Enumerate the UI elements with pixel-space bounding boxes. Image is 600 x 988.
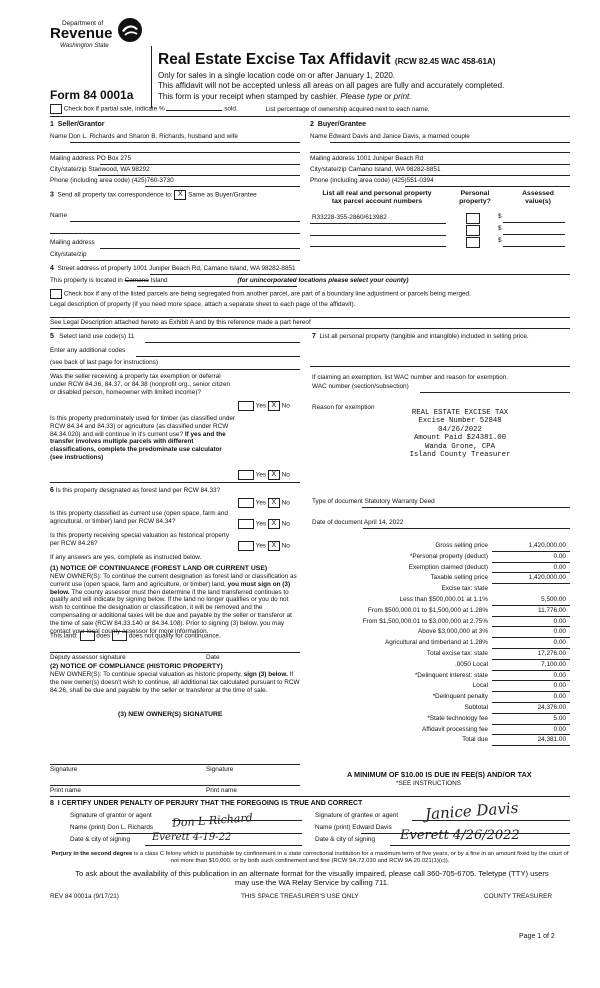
tax-calc-value[interactable]: 0.00: [553, 628, 566, 636]
exemption-no-checkbox[interactable]: X: [268, 401, 280, 411]
dept-line1: Department of: [62, 20, 104, 27]
notice1-body: NEW OWNER(S): To continue the current designation as forest land or classification as current use (open space, farm and agriculture, or timber) land, you must sign on (3) below. The county assessor must then determine if the land transferred continues to qualify and will indicate by signing below. If the land no longer qualifies or you do not wish to continue the designation or classification, it will be removed and the compensating or additional taxes will be due and payable by the seller or transferor at the time of sale (RCW 84.33.140 or 84.34.108). Prior to signing (3) below, you may contact your local county assessor for more information.: [50, 573, 297, 635]
segregated-checkbox[interactable]: [50, 289, 62, 299]
tax-calc-underline: [492, 745, 570, 746]
tax-calc-value[interactable]: 0.00: [553, 552, 566, 560]
seller-mailing-row: Mailing address PO Box 275: [50, 155, 132, 162]
current-use-yes-checkbox[interactable]: [238, 519, 254, 529]
grantor-date-label: Date & city of signing: [70, 836, 131, 843]
buyer-heading: 2 Buyer/Grantee: [310, 121, 367, 128]
see-instructions-note: *SEE INSTRUCTIONS: [396, 780, 461, 787]
does-not-checkbox[interactable]: [112, 631, 127, 641]
section3-row: 3 Send all property tax correspondence to: X Same as Buyer/Grantee: [50, 191, 257, 199]
notice2-title: (2) NOTICE OF COMPLIANCE (HISTORIC PROPERTY): [50, 663, 223, 670]
timber-question: Is this property predominately used for timber (as classified under RCW 84.34 and 84.33) or agriculture (as classified under RCW 84.34.020) and will continue in it's current use? If yes and the transfer involves multiple parcels with different classifications, complete the predominate use calculator (see instructions): [50, 415, 236, 462]
tax-calc-row: [312, 681, 570, 692]
tax-calc-row: [312, 714, 570, 725]
perjury-note: Perjury in the second degree is a class C felony which is punishable by confinement in a state correctional institution for a maximum term of five years, or by a fine in an amount fixed by the court of not more than $10,000, or by both such confinement and fine (RCW 9A.72.030 and RCW 9A.20.021(1)(c)).: [51, 851, 569, 865]
current-use-no-checkbox[interactable]: X: [268, 519, 280, 529]
parcel-col2-header: Personal property?: [459, 190, 491, 206]
exemption-yes-checkbox[interactable]: [238, 401, 254, 411]
exemption-yn: Yes X No: [238, 401, 290, 411]
parcel-col3-header: Assessed value(s): [522, 190, 554, 206]
tax-calc-value[interactable]: 0.00: [553, 682, 566, 690]
tax-calc-row: [312, 573, 570, 584]
title-text: Real Estate Excise Tax Affidavit: [158, 51, 391, 68]
exemption-wac-label: If claiming an exemption, list WAC number and reason for exemption.: [312, 374, 509, 381]
tax-calc-row: [312, 671, 570, 682]
tax-calc-label: Local: [472, 682, 488, 690]
owner-signature-label-1: Signature: [50, 766, 78, 773]
tax-calc-row: [312, 563, 570, 574]
forest-question: 6 Is this property designated as forest land per RCW 84.33?: [50, 487, 221, 494]
buyer-phone[interactable]: (425)551-0394: [391, 177, 434, 184]
grantor-name-row: Name (print) Don L. Richards: [70, 824, 154, 831]
does-checkbox[interactable]: [80, 631, 95, 641]
owner-print-label-2: Print name: [206, 787, 237, 794]
doc-date-row: Date of document April 14, 2022: [312, 519, 404, 526]
sub-line3-b: Please type or print.: [340, 92, 412, 101]
land-use-code[interactable]: 11: [127, 333, 135, 340]
personal-property-checkbox-1[interactable]: [466, 213, 480, 224]
deputy-date-label: Date: [206, 654, 220, 661]
assessed-dollar-3: $: [498, 237, 502, 244]
tax-calc-label: From $500,000.01 to $1,500,000 at 1.28%: [367, 606, 488, 614]
tax-calc-row: [312, 606, 570, 617]
deputy-signature-label: Deputy assessor signature: [50, 654, 126, 661]
timber-no-checkbox[interactable]: X: [268, 470, 280, 480]
tax-calc-row: [312, 649, 570, 660]
tax-calc-label: *Delinquent interest: state: [414, 671, 488, 679]
sub-line3: [158, 92, 411, 102]
tax-calc-value[interactable]: 17,276.00: [537, 650, 566, 657]
title-rcw: (RCW 82.45 WAC 458-61A): [394, 57, 496, 66]
tax-calc-label: Excise tax: state: [441, 585, 488, 593]
doc-type-row: Type of document Statutory Warranty Deed: [312, 498, 435, 505]
grantee-date-label: Date & city of signing: [315, 836, 376, 843]
partial-sale-label: Check box if partial sale, indicate %: [63, 105, 165, 113]
tax-calc-row: [312, 552, 570, 563]
treasurer-stamp: REAL ESTATE EXCISE TAX Excise Number 52848 04/26/2022 Amount Paid $24381.00 Wanda Grone, CPA Island County Treasurer: [409, 409, 511, 459]
dept-line3: Washington State: [60, 42, 109, 49]
located-struck: Camano: [124, 277, 149, 284]
tax-calc-label: Total excise tax: state: [426, 650, 488, 657]
tax-calc-row: [312, 584, 570, 595]
historic-question: Is this property receiving special valuation as historical property per RCW 84.26?: [50, 532, 230, 547]
notice3-title: (3) NEW OWNER(S) SIGNATURE: [118, 711, 223, 718]
grantee-signature[interactable]: Janice Davis: [424, 798, 519, 824]
form-number: Form 84 0001a: [50, 88, 134, 102]
same-as-buyer-checkbox[interactable]: X: [174, 190, 186, 200]
notice1-title: (1) NOTICE OF CONTINUANCE (FOREST LAND OR CURRENT USE): [50, 565, 268, 572]
tax-calc-label: Taxable selling price: [430, 574, 488, 582]
buyer-mailing-row: Mailing address 1001 Juniper Beach Rd: [310, 155, 424, 162]
grantor-print-name[interactable]: Don L. Richards: [107, 824, 154, 831]
property-street[interactable]: 1001 Juniper Beach Rd, Camano Island, WA 98282-8851: [133, 265, 296, 272]
buyer-mailing[interactable]: 1001 Juniper Beach Rd: [356, 155, 424, 162]
tax-calc-value[interactable]: 0.00: [553, 617, 566, 625]
sold-label: sold.: [224, 105, 238, 113]
tax-calc-value[interactable]: 1,420,000.00: [528, 542, 566, 549]
buyer-city[interactable]: Camano Island, WA 98282-8851: [348, 166, 441, 173]
tax-calc-value[interactable]: 11,776.00: [538, 606, 566, 614]
tax-calc-value[interactable]: 0.00: [553, 639, 566, 647]
tax-calc-row: [312, 638, 570, 649]
tax-calc-row: [312, 735, 570, 746]
buyer-name-row: Name Edward Davis and Janice Davis, a married couple: [310, 133, 470, 140]
timber-yn: Yes X No: [238, 470, 290, 480]
seller-phone-row: Phone (including area code) (425)760-3730: [50, 177, 174, 184]
assessed-dollar-2: $: [498, 225, 502, 232]
tax-calc-row: [312, 541, 570, 552]
segregated-row: Check box if any of the listed parcels are being segregated from another parcel, are part of a boundary line adjustment or parcels being merged.: [50, 289, 471, 299]
tax-calc-label: *Delinquent penalty: [432, 693, 488, 701]
revenue-logo-icon: [116, 16, 144, 44]
street-row: 4 Street address of property 1001 Juniper Beach Rd, Camano Island, WA 98282-8851: [50, 265, 296, 272]
tax-calc-value[interactable]: 1,420,000.00: [528, 574, 566, 582]
tax-calc-row: [312, 627, 570, 638]
tax-calc-label: Above $3,000,000 at 3%: [418, 628, 488, 636]
tax-calc-row: [312, 660, 570, 671]
treasurer-use-only: THIS SPACE TREASURER'S USE ONLY: [241, 893, 359, 900]
county-treasurer-label: COUNTY TREASURER: [484, 893, 552, 900]
reason-label: Reason for exemption: [312, 404, 375, 411]
tax-calc-label: Less than $500,000.01 at 1.1%: [399, 596, 488, 603]
land-use-row: 5 Select land use code(s) 11: [50, 333, 135, 340]
sub-line1: Only for sales in a single location code on or after January 1, 2020.: [158, 71, 396, 80]
personal-property-checkbox-2[interactable]: [466, 225, 480, 236]
tax-calc-label: .0050 Local: [454, 660, 488, 668]
tax-calc-value[interactable]: 5.00: [553, 714, 566, 722]
grantor-sig-label: Signature of grantor or agent: [70, 812, 152, 819]
corr-name-label: Name: [50, 212, 68, 219]
tax-calc-value[interactable]: 0.00: [553, 563, 566, 571]
forest-yes-checkbox[interactable]: [238, 498, 254, 508]
form-revision: REV 84 0001a (9/17/21): [50, 893, 119, 900]
located-value[interactable]: Island: [150, 277, 168, 284]
this-land-row: This land: does does not qualify for continuance.: [50, 632, 221, 640]
historic-yn: Yes X No: [238, 541, 290, 551]
current-use-yn: Yes X No: [238, 519, 290, 529]
buyer-city-row: City/state/zip Camano Island, WA 98282-8851: [310, 166, 441, 173]
seller-mailing[interactable]: PO Box 275: [96, 155, 132, 162]
dor-logo: [50, 16, 150, 62]
located-row: This property is located in Camano Island (for unincorporated locations please select your county): [50, 277, 409, 284]
parcel-col1-header: List all real and personal property tax parcel account numbers: [322, 190, 432, 206]
tax-calc-label: From $1,500,000.01 to $3,000,000 at 2.75%: [362, 617, 488, 625]
historic-no-checkbox[interactable]: X: [268, 541, 280, 551]
corr-city-label: City/state/zip: [50, 251, 87, 258]
tax-calc-row: [312, 703, 570, 714]
list-pct-label: List percentage of ownership acquired next to each name.: [265, 105, 430, 113]
tax-calc-row: [312, 595, 570, 606]
tax-calc-label: *Personal property (deduct): [409, 552, 488, 560]
tax-calc-label: Gross selling price: [435, 542, 488, 549]
grantor-signature[interactable]: Don L Richard: [171, 811, 254, 830]
certify-line: 8 I CERTIFY UNDER PENALTY OF PERJURY THAT THE FOREGOING IS TRUE AND CORRECT: [50, 800, 363, 807]
seller-city-row: City/state/zip Stanwood, WA 98292: [50, 166, 150, 173]
doc-date[interactable]: April 14, 2022: [363, 519, 404, 526]
see-back-label: (see back of last page for instructions): [50, 359, 158, 366]
legal-description[interactable]: See Legal Description attached hereto as Exhibit A and by this reference made a part hereof: [50, 319, 311, 326]
dept-line2: Revenue: [50, 25, 113, 42]
notice2-body: NEW OWNER(S): To continue special valuation as historic property, sign (3) below. If the new owner(s) doesn't wish to continue, all additional tax calculated pursuant to RCW 84.26, shall be due and payable by the seller or transferor at the time of sale.: [50, 671, 300, 694]
alt-format-note: To ask about the availability of this publication in an alternate format for the visually impaired, please call 360-705-6705. Teletype (TTY) users may use the WA Relay Service by calling 711.: [75, 869, 549, 888]
grantor-date-city[interactable]: Everett 4-19-22: [152, 832, 232, 843]
tax-calc-row: [312, 692, 570, 703]
tax-calc-value[interactable]: 0.00: [553, 671, 566, 679]
tax-calc-value[interactable]: 5,500.00: [541, 596, 566, 603]
tax-calc-value[interactable]: 24,376.00: [537, 704, 566, 711]
tax-calc-value[interactable]: 0.00: [553, 693, 566, 701]
section7-text: 7 List all personal property (tangible and intangible) included in selling price.: [312, 333, 529, 340]
seller-name-row: Name Don L. Richards and Sharon B. Richards, husband and wife: [50, 133, 238, 140]
tax-calc-row: [312, 725, 570, 736]
doc-type[interactable]: Statutory Warranty Deed: [364, 498, 435, 505]
seller-name[interactable]: Don L. Richards and Sharon B. Richards, husband and wife: [68, 133, 238, 140]
timber-yes-checkbox[interactable]: [238, 470, 254, 480]
buyer-name[interactable]: Edward Davis and Janice Davis, a married couple: [328, 133, 470, 140]
forest-no-checkbox[interactable]: X: [268, 498, 280, 508]
owner-print-label-1: Print name: [50, 787, 81, 794]
tax-calc-label: *State technology fee: [427, 714, 488, 722]
tax-calc-value[interactable]: 7,100.00: [541, 660, 566, 668]
sub-line3-a: This form is your receipt when stamped by cashier.: [158, 92, 339, 101]
seller-phone[interactable]: (425)760-3730: [131, 177, 174, 184]
wac-number-label: WAC number (section/subsection): [312, 383, 409, 390]
page-title: [158, 51, 495, 70]
tax-calc-label: Exemption claimed (deduct): [408, 563, 488, 571]
seller-heading: 1 Seller/Grantor: [50, 121, 105, 128]
personal-property-checkbox-3[interactable]: [466, 237, 480, 248]
grantee-name-row: Name (print) Edward Davis: [315, 824, 392, 831]
additional-codes-label: Enter any additional codes: [50, 347, 126, 354]
current-use-question: Is this property classified as current use (open space, farm and agricultural, or timber) land per RCW 84.34?: [50, 510, 228, 525]
tax-calc-value[interactable]: 24,381.00: [537, 736, 566, 744]
buyer-phone-row: Phone (including area code) (425)551-0394: [310, 177, 434, 184]
minimum-note: A MINIMUM OF $10.00 IS DUE IN FEE(S) AND/OR TAX: [347, 770, 532, 779]
seller-city[interactable]: Stanwood, WA 98292: [88, 166, 150, 173]
grantee-sig-label: Signature of grantee or agent: [315, 812, 399, 819]
grantee-print-name[interactable]: Edward Davis: [352, 824, 392, 831]
corr-mailing-label: Mailing address: [50, 239, 95, 246]
if-yes-note: If any answers are yes, complete as instructed below.: [50, 554, 202, 561]
historic-yes-checkbox[interactable]: [238, 541, 254, 551]
legal-label: Legal description of property (if you need more space, attach a separate sheet to each page of the affidavit).: [50, 301, 356, 308]
assessed-dollar-1: $: [498, 213, 502, 220]
tax-calc-label: Agricultural and timberland at 1.28%: [384, 639, 488, 647]
tax-calc-label: Total due: [462, 736, 488, 744]
partial-sale-row: [50, 104, 570, 114]
exemption-question: Was the seller receiving a property tax exemption or deferral under RCW 84.36, 84.37, or 84.38 (nonprofit org., senior citizen or disabled person, homeowner with limited income)?: [50, 373, 231, 396]
tax-calc-label: Subtotal: [464, 704, 488, 711]
page-number: Page 1 of 2: [519, 933, 555, 940]
parcel-number-1[interactable]: R33228-355-2860/613982: [312, 214, 387, 221]
partial-sale-checkbox[interactable]: [50, 104, 62, 114]
tax-calc-row: [312, 617, 570, 628]
owner-signature-label-2: Signature: [206, 766, 234, 773]
forest-yn: Yes X No: [238, 498, 290, 508]
grantee-date-city[interactable]: Everett 4/26/2022: [400, 828, 520, 843]
sub-line2: This affidavit will not be accepted unless all areas on all pages are fully and accurately completed.: [158, 81, 505, 90]
tax-calc-value[interactable]: 0.00: [553, 725, 566, 733]
tax-calc-label: Affidavit processing fee: [422, 725, 488, 733]
